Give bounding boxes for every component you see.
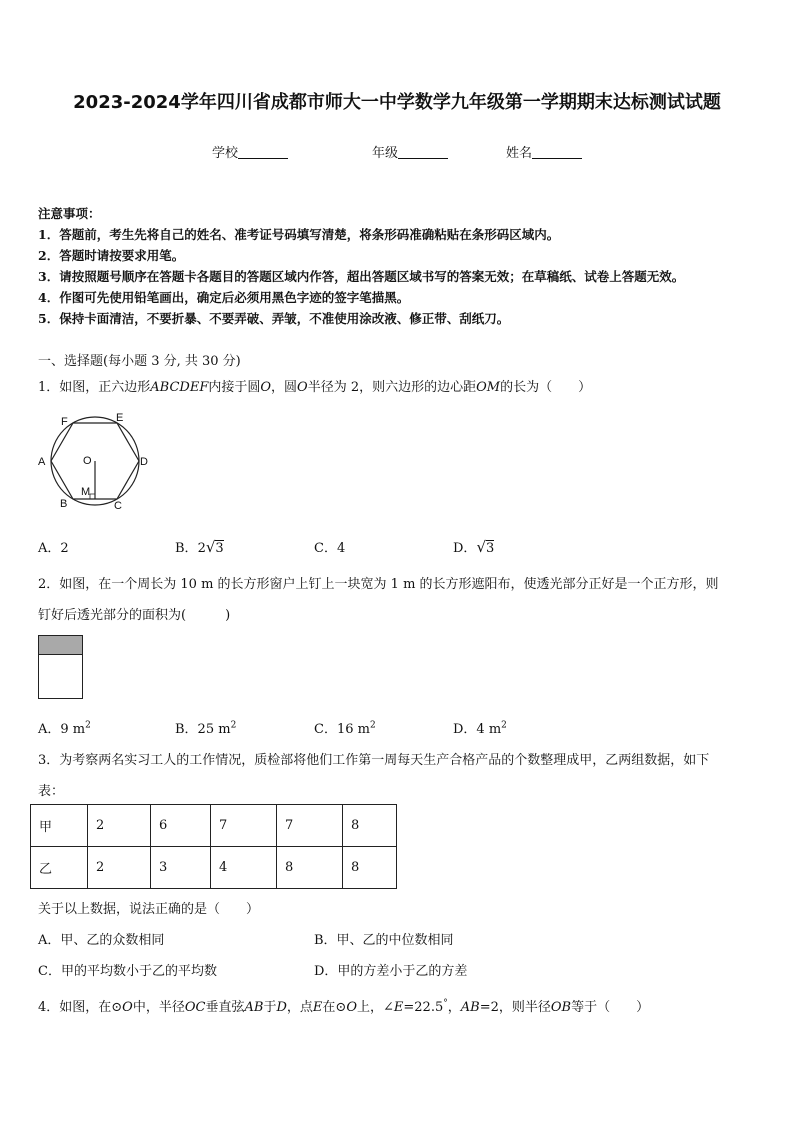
table-row: [31, 847, 397, 889]
label-E: E: [116, 412, 124, 424]
table-row: [31, 805, 397, 847]
note-item: 2．答题时请按要求用笔。: [38, 248, 185, 263]
table-cell: 2: [88, 847, 151, 889]
table-cell: 3: [151, 847, 211, 889]
q1-option-d[interactable]: D．√3: [453, 538, 495, 556]
q2-option-d[interactable]: D．4 $m^2$: [453, 720, 507, 737]
table-cell: 乙: [31, 847, 88, 889]
note-item: 4．作图可先使用铅笔画出，确定后必须用黑色字迹的签字笔描黑。: [38, 290, 410, 305]
q1-option-a[interactable]: A．2: [38, 541, 69, 556]
q3-option-c[interactable]: C．甲的平均数小于乙的平均数: [38, 964, 217, 979]
window-figure: [38, 635, 83, 699]
table-cell: 6: [151, 805, 211, 847]
table-cell: 8: [343, 805, 397, 847]
note-item: 1．答题前，考生先将自己的姓名、准考证号码填写清楚，将条形码准确粘贴在条形码区域内。: [38, 227, 560, 242]
label-F: F: [61, 416, 68, 428]
q2-option-c[interactable]: C．16 $m^2$: [314, 720, 376, 737]
table-cell: 7: [211, 805, 277, 847]
q3-option-a[interactable]: A．甲、乙的众数相同: [38, 933, 165, 948]
notes-heading: 注意事项：: [38, 206, 101, 221]
question-4: 4．如图，在⊙O中，半径OC垂直弦AB于D，点E在⊙O上，∠E=22.5°，AB=2，则半径OB等于（ ）: [38, 998, 650, 1015]
table-cell: 8: [343, 847, 397, 889]
table-cell: 7: [277, 805, 343, 847]
table-cell: 2: [88, 805, 151, 847]
q1-option-c[interactable]: C．4: [314, 541, 346, 556]
question-3-prompt: 关于以上数据，说法正确的是（ ）: [38, 902, 260, 917]
sunshade-cloth: [39, 636, 82, 655]
table-cell: 甲: [31, 805, 88, 847]
question-3-line1: 3．为考察两名实习工人的工作情况，质检部将他们工作第一周每天生产合格产品的个数整理成甲，乙两组数据，如下: [38, 753, 710, 768]
table-cell: 4: [211, 847, 277, 889]
label-B: B: [60, 498, 68, 510]
label-A: A: [38, 456, 46, 468]
label-C: C: [114, 500, 122, 512]
page-title: 2023-2024学年四川省成都市师大一中学数学九年级第一学期期末达标测试试题: [73, 92, 721, 113]
question-2-line1: 2．如图，在一个周长为 10 m 的长方形窗户上钉上一块宽为 1 m 的长方形遮阳布，使透光部分正好是一个正方形，则: [38, 577, 719, 592]
label-O: O: [83, 455, 92, 467]
label-D: D: [140, 456, 148, 468]
q2-option-a[interactable]: A．9 $m^2$: [38, 720, 91, 737]
grade-field[interactable]: 年级: [372, 142, 448, 161]
table-cell: 8: [277, 847, 343, 889]
section-heading: 一、选择题(每小题 3 分, 共 30 分): [38, 354, 241, 369]
question-2-line2: 钉好后透光部分的面积为( ): [38, 608, 231, 623]
q3-option-b[interactable]: B．甲、乙的中位数相同: [314, 933, 454, 948]
q1-option-b[interactable]: B．2√3: [175, 538, 224, 556]
hexagon-figure: [30, 408, 160, 513]
q3-option-d[interactable]: D．甲的方差小于乙的方差: [314, 964, 468, 979]
name-field[interactable]: 姓名: [506, 142, 582, 161]
note-item: 3．请按照题号顺序在答题卡各题目的答题区域内作答，超出答题区域书写的答案无效；在草稿纸、试卷上答题无效。: [38, 269, 685, 284]
note-item: 5．保持卡面清洁，不要折暴、不要弄破、弄皱，不准使用涂改液、修正带、刮纸刀。: [38, 311, 510, 326]
question-1: 1．如图，正六边形ABCDEF内接于圆O，圆O半径为 2，则六边形的边心距OM的长为（ ）: [38, 380, 592, 395]
q2-option-b[interactable]: B．25 $m^2$: [175, 720, 237, 737]
data-table: [30, 804, 397, 889]
question-3-line2: 表：: [38, 784, 65, 799]
school-field[interactable]: 学校: [212, 142, 288, 161]
label-M: M: [81, 486, 91, 498]
